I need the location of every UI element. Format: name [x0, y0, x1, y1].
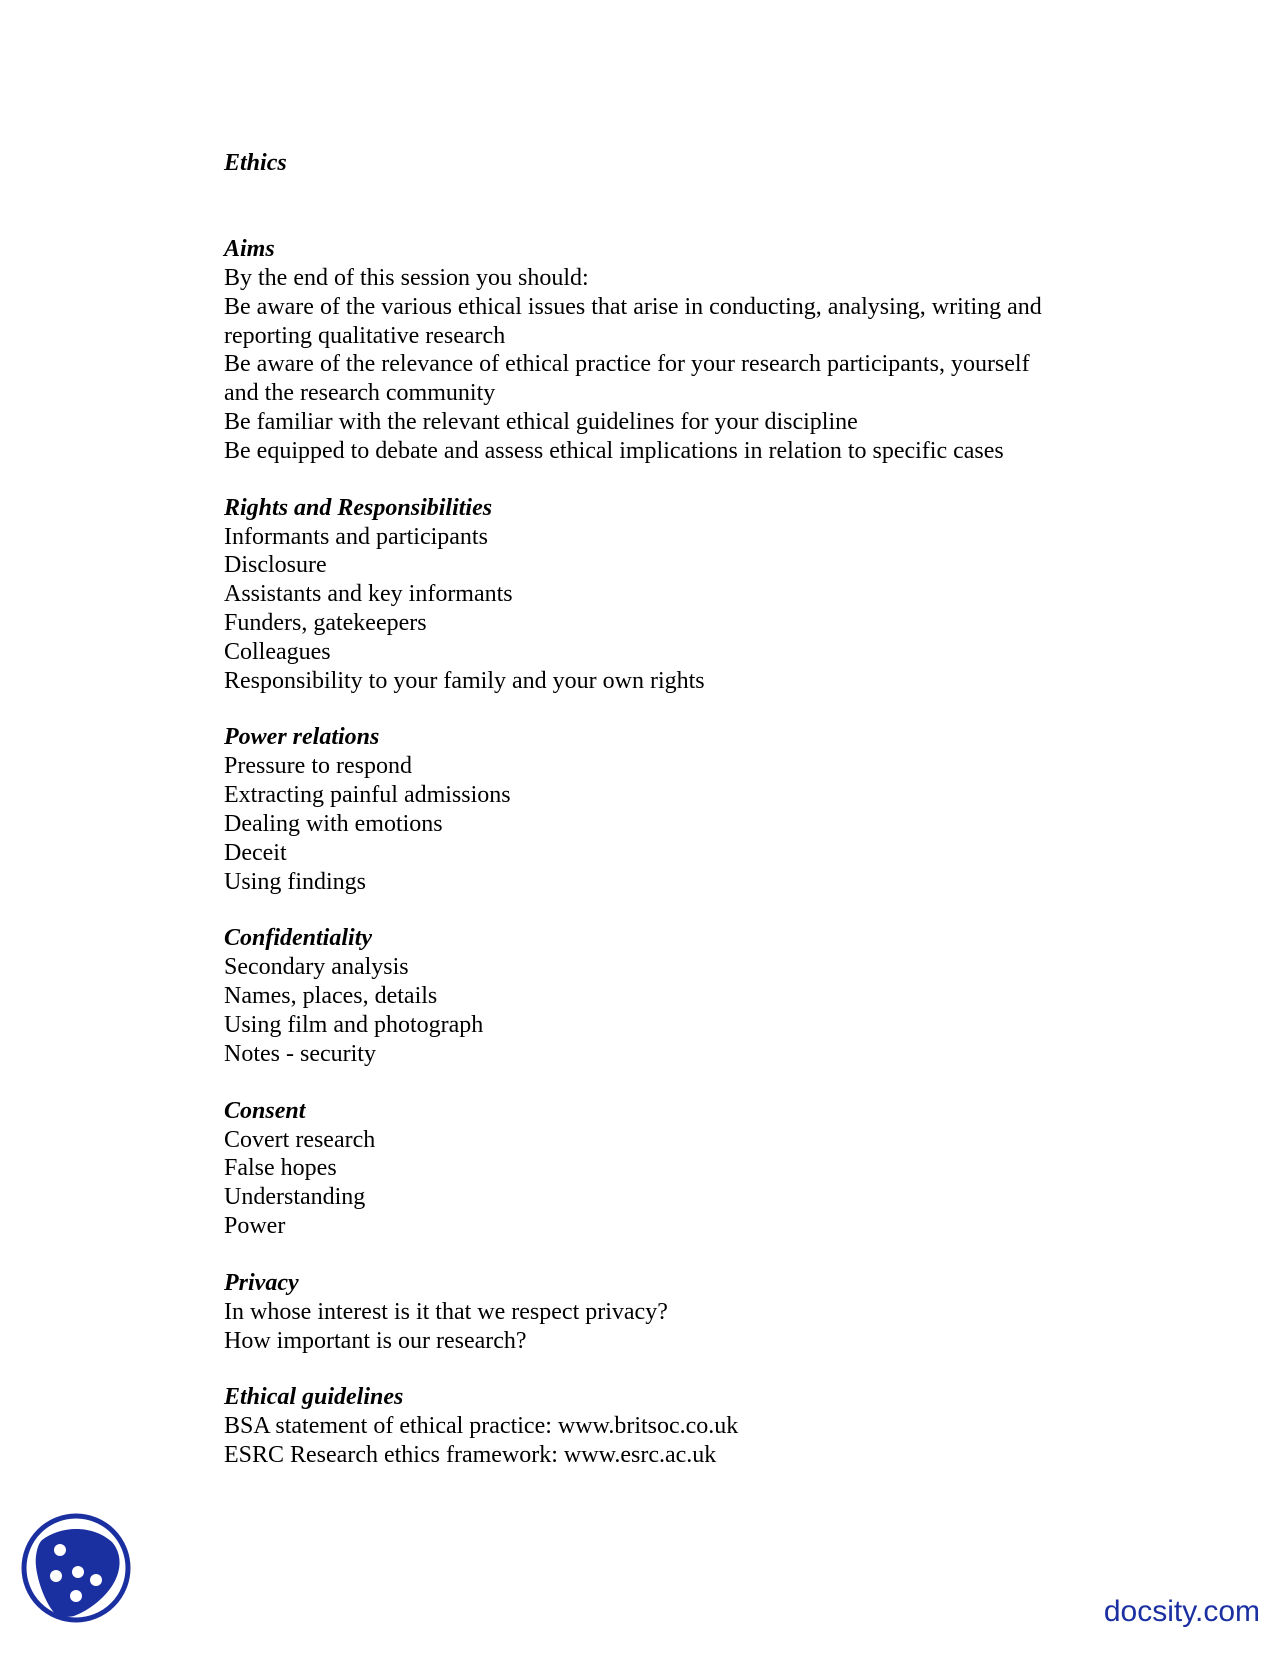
section-line: Names, places, details	[224, 983, 438, 1010]
section-line: Colleagues	[224, 638, 331, 665]
document-page	[224, 148, 1104, 1497]
section-line: Assistants and key informants	[224, 581, 513, 608]
section-line: By the end of this session you should:	[224, 265, 589, 291]
section-line: Funders, gatekeepers	[224, 609, 427, 636]
docsity-logo-svg	[20, 1512, 132, 1624]
section-line: and the research community	[224, 380, 496, 407]
docsity-brand-link[interactable]: docsity.com	[1103, 1595, 1260, 1628]
section-heading: Power relations	[224, 724, 380, 751]
section-line: Power	[224, 1212, 286, 1239]
docsity-logo-icon[interactable]	[20, 1512, 132, 1624]
section-line: Be familiar with the relevant ethical guidelines for your discipline	[224, 408, 858, 435]
section-line: Informants and participants	[224, 523, 488, 550]
section	[224, 1268, 1104, 1356]
section-line: Be aware of the relevance of ethical practice for your research participants, yourself	[224, 351, 1030, 378]
section-line: Pressure to respond	[224, 753, 412, 780]
section	[224, 1096, 1104, 1241]
section-heading: Rights and Responsibilities	[224, 494, 493, 521]
section-line: BSA statement of ethical practice: www.britsoc.co.uk	[224, 1413, 739, 1440]
section-heading: Confidentiality	[224, 925, 373, 952]
section	[224, 493, 1104, 696]
section-line: ESRC Research ethics framework: www.esrc.ac.uk	[224, 1442, 717, 1469]
section-line: Notes - security	[224, 1040, 376, 1067]
document-title: Ethics	[224, 150, 287, 176]
section-line: Using findings	[224, 868, 367, 895]
section-heading: Privacy	[224, 1269, 299, 1296]
section	[224, 722, 1104, 896]
section-line: Secondary analysis	[224, 954, 409, 981]
document-sections	[224, 234, 1104, 1470]
section-line: Be aware of the various ethical issues that arise in conducting, analysing, writing and	[224, 293, 1042, 320]
section-line: Dealing with emotions	[224, 810, 443, 837]
section-heading: Aims	[224, 236, 275, 262]
section	[224, 234, 1104, 466]
section-heading: Ethical guidelines	[224, 1384, 404, 1411]
section-line: How important is our research?	[224, 1327, 527, 1354]
section-line: Responsibility to your family and your own rights	[224, 667, 705, 694]
section-line: False hopes	[224, 1155, 337, 1182]
section-line: reporting qualitative research	[224, 322, 506, 349]
section-heading: Consent	[224, 1097, 306, 1124]
section-line: Deceit	[224, 839, 287, 866]
section-line: In whose interest is it that we respect privacy?	[224, 1298, 668, 1325]
section	[224, 1382, 1104, 1470]
section-line: Covert research	[224, 1126, 376, 1153]
section-line: Be equipped to debate and assess ethical implications in relation to specific cases	[224, 437, 1004, 464]
section	[224, 923, 1104, 1068]
section-line: Understanding	[224, 1184, 366, 1211]
section-line: Extracting painful admissions	[224, 782, 511, 809]
section-line: Using film and photograph	[224, 1011, 484, 1038]
section-line: Disclosure	[224, 552, 327, 579]
